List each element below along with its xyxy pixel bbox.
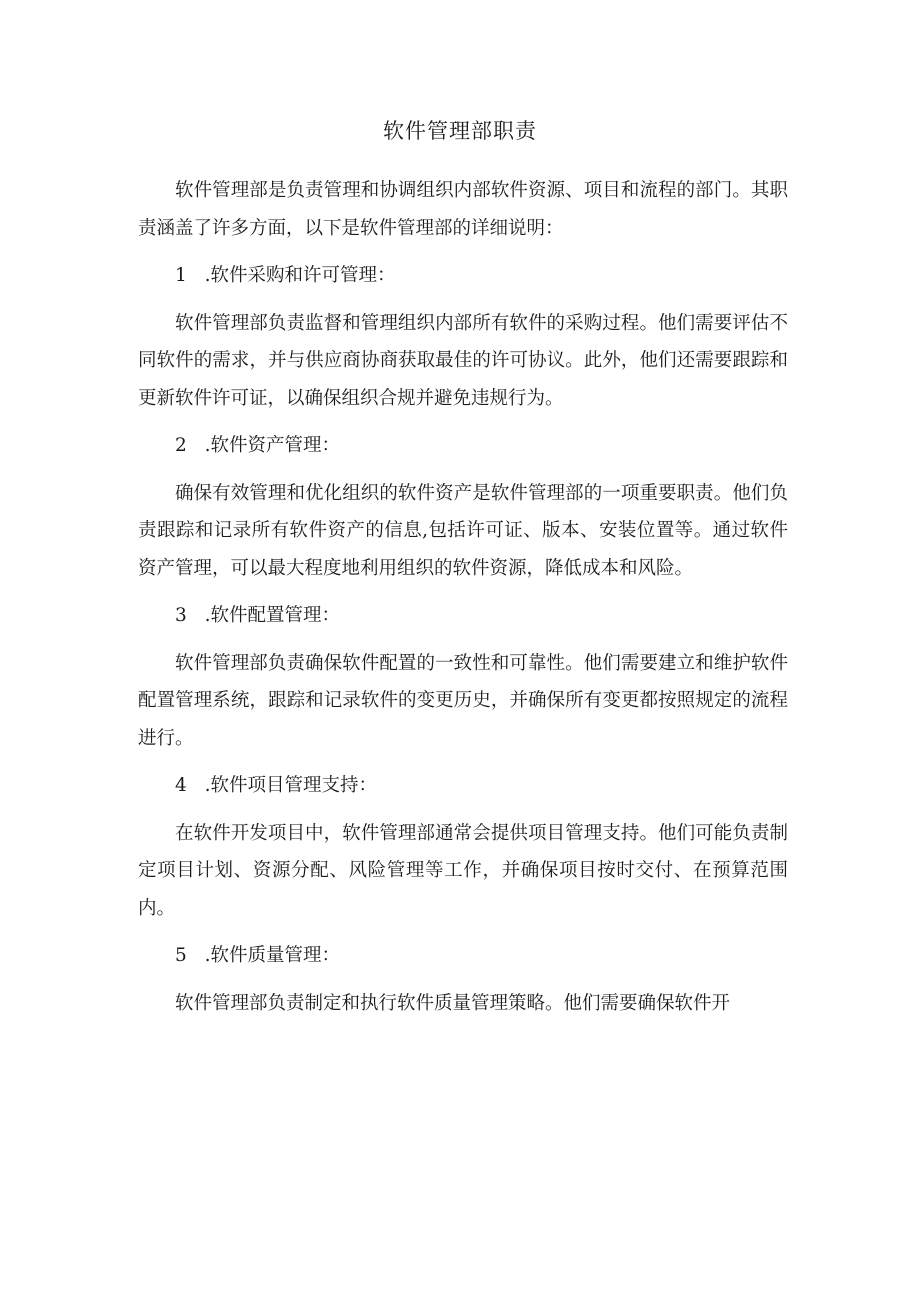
section-heading-text: .软件质量管理： [204,945,340,966]
document-title: 软件管理部职责 [383,119,537,143]
section-heading-text: .软件配置管理： [204,605,340,626]
section-heading-text: .软件项目管理支持： [204,775,377,796]
section-body-5: 软件管理部负责制定和执行软件质量管理策略。他们需要确保软件开 [175,992,731,1014]
section-number: 3 [175,605,187,626]
section-heading-text: .软件资产管理： [204,435,340,456]
section-heading-text: .软件采购和许可管理： [204,265,396,286]
section-number: 5 [175,945,187,966]
section-number: 2 [175,435,187,456]
section-heading-4 [138,767,788,805]
section-number: 4 [175,775,187,796]
section-heading-2 [138,427,788,465]
document-body [138,172,788,1022]
section-body-2: 确保有效管理和优化组织的软件资产是软件管理部的一项重要职责。他们负责跟踪和记录所有软件资产的信息,包括许可证、版本、安装位置等。通过软件资产管理，可以最大程度地利用组织的软件资源，降低成本和风险。 [138,482,788,579]
section-number: 1 [175,265,187,286]
section-heading-3 [138,597,788,635]
section-body-3: 软件管理部负责确保软件配置的一致性和可靠性。他们需要建立和维护软件配置管理系统，跟踪和记录软件的变更历史，并确保所有变更都按照规定的流程进行。 [138,652,788,749]
section-body-1: 软件管理部负责监督和管理组织内部所有软件的采购过程。他们需要评估不同软件的需求，并与供应商协商获取最佳的许可协议。此外，他们还需要跟踪和更新软件许可证，以确保组织合规并避免违规行为。 [138,312,788,409]
intro-paragraph: 软件管理部是负责管理和协调组织内部软件资源、项目和流程的部门。其职责涵盖了许多方面，以下是软件管理部的详细说明： [138,180,788,239]
section-heading-1 [138,257,788,295]
section-heading-5 [138,937,788,975]
section-body-4: 在软件开发项目中，软件管理部通常会提供项目管理支持。他们可能负责制定项目计划、资源分配、风险管理等工作，并确保项目按时交付、在预算范围内。 [138,822,788,919]
